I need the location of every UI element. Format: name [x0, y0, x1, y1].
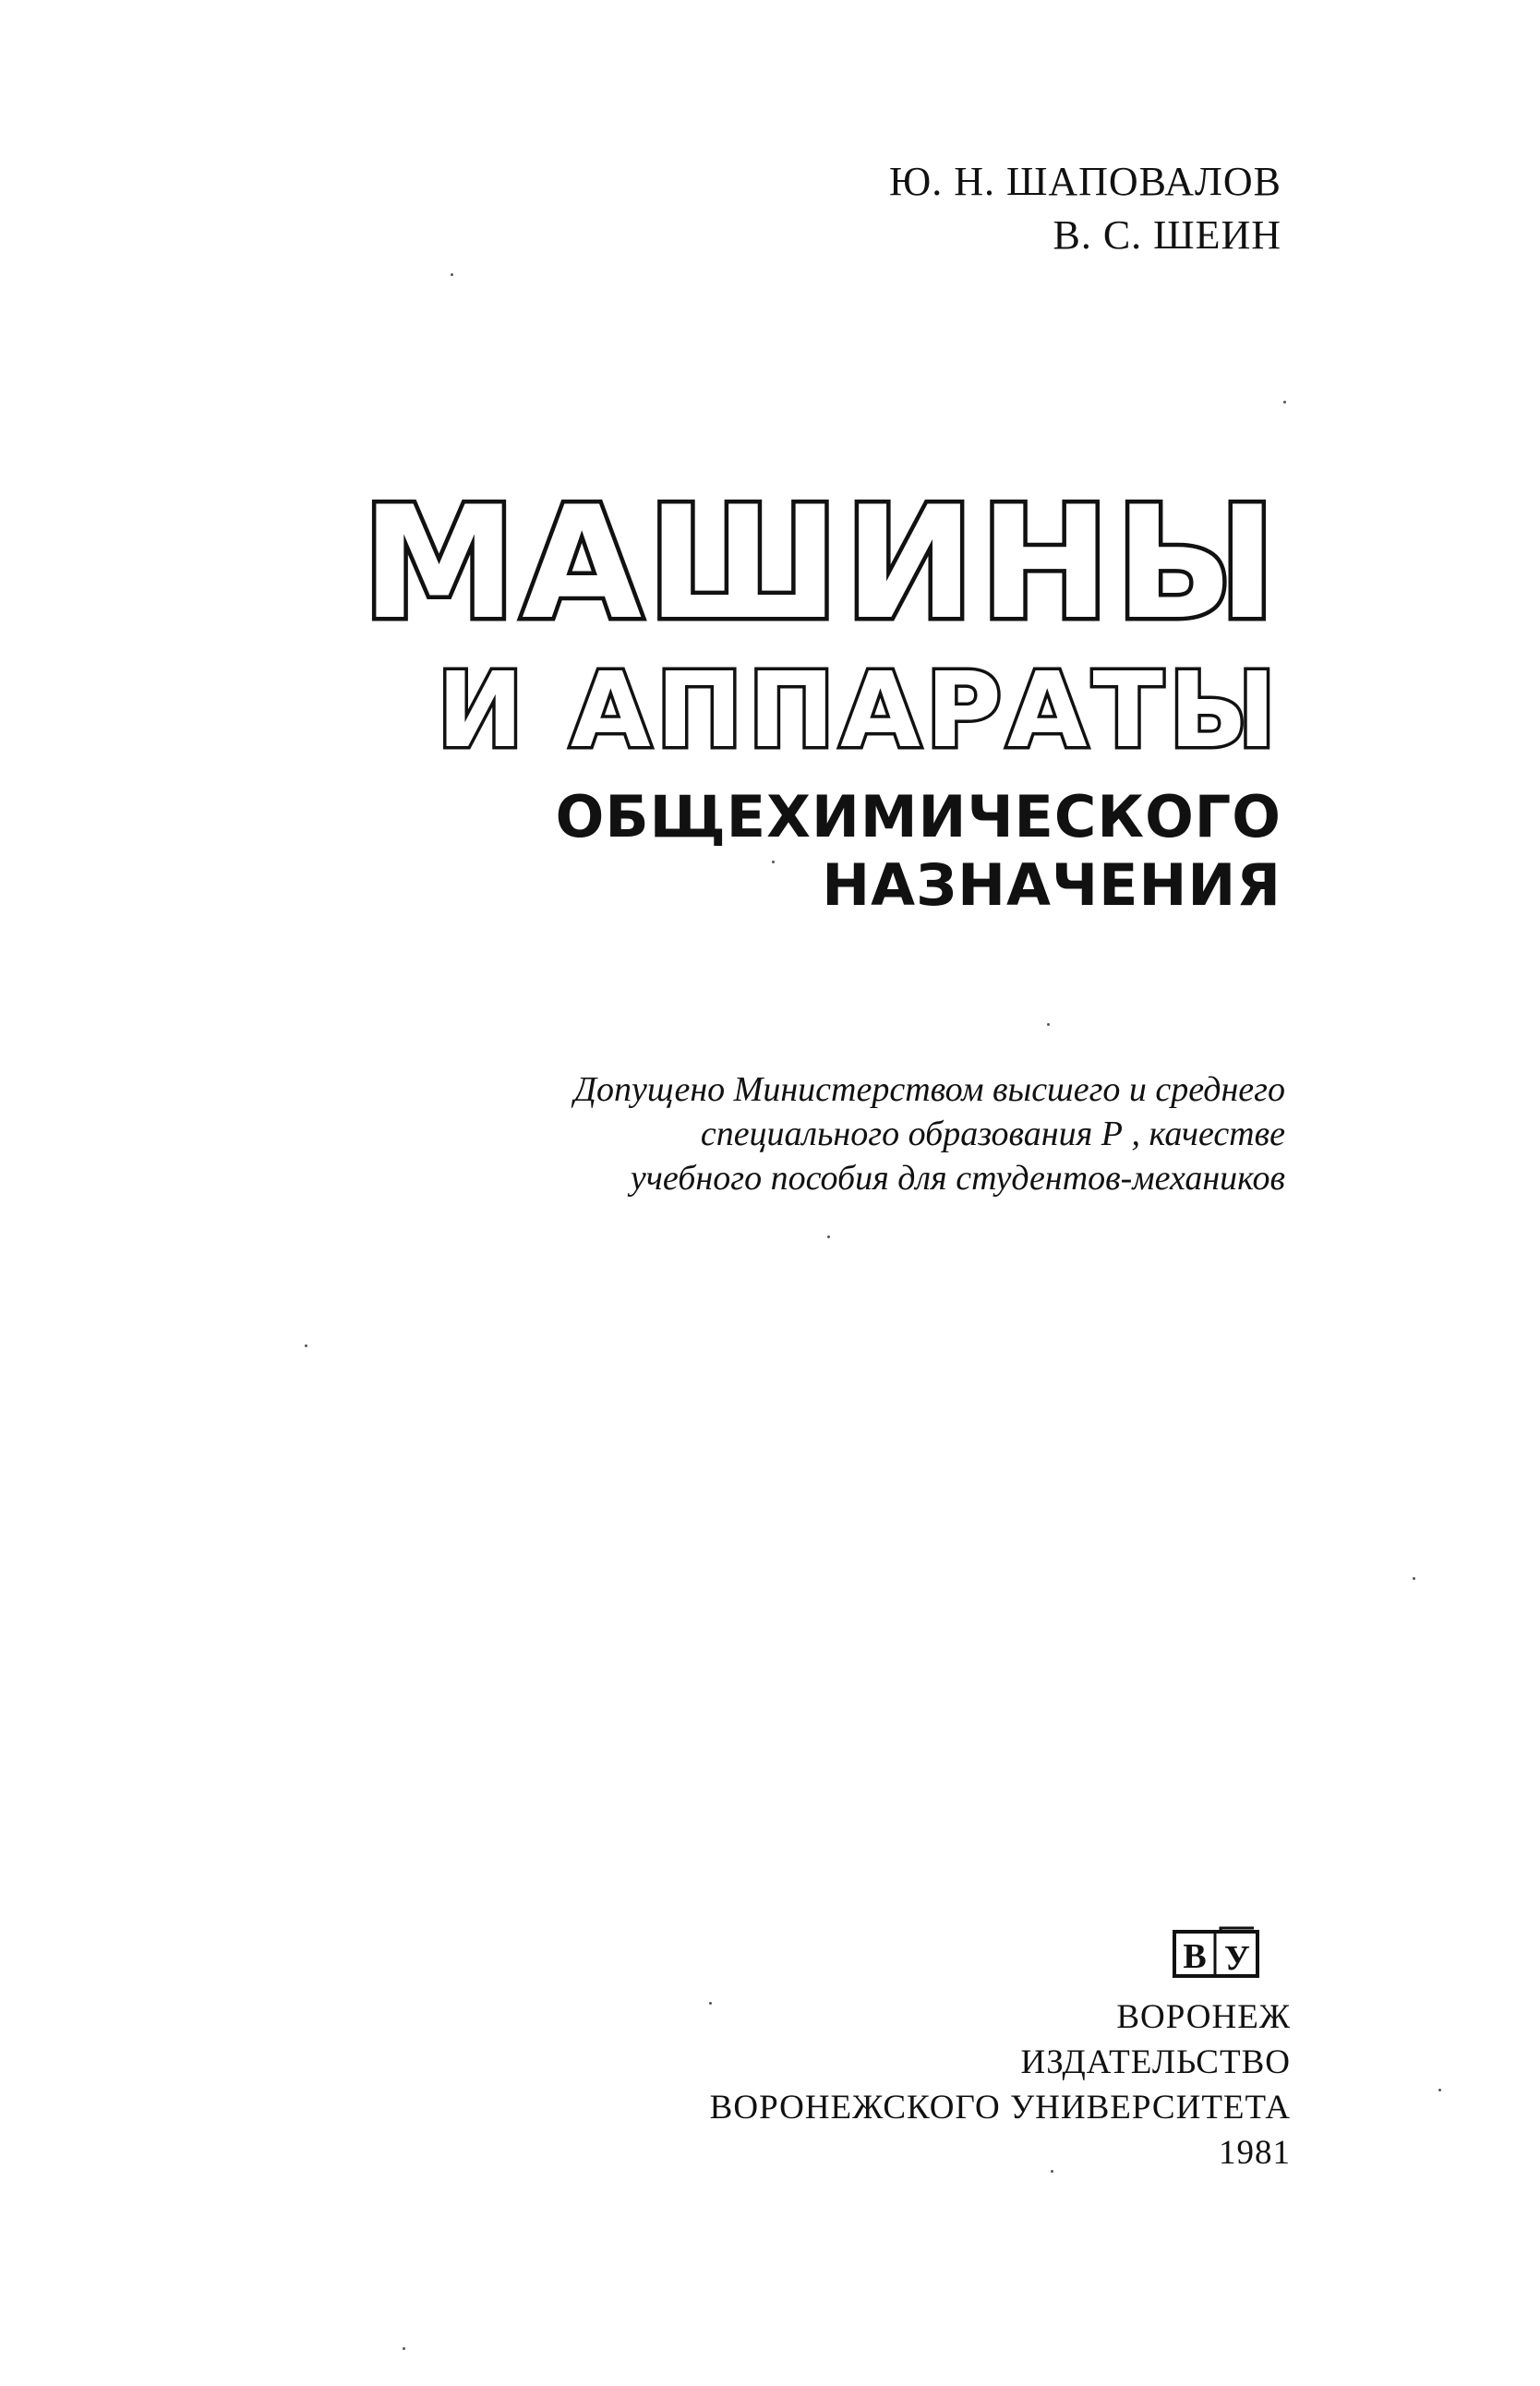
- speck: [709, 2002, 712, 2005]
- logo-text: В: [1183, 1937, 1207, 1976]
- approval-line-2: специального образования Р , качестве: [700, 1115, 1285, 1153]
- publisher-house: ИЗДАТЕЛЬСТВО: [1020, 2043, 1291, 2081]
- approval-note: [574, 1067, 1285, 1200]
- approval-line-3: учебного пособия для студентов-механиков: [630, 1159, 1285, 1198]
- approval-line-1: Допущено Министерством высшего и среднего: [573, 1070, 1285, 1109]
- speck: [1438, 2089, 1441, 2091]
- author-1: Ю. Н. ШАПОВАЛОВ: [888, 159, 1281, 204]
- speck: [403, 2347, 405, 2350]
- title-line-4: НАЗНАЧЕНИЯ: [822, 851, 1281, 919]
- title-line-2: И АППАРАТЫ: [437, 651, 1281, 771]
- speck: [772, 861, 775, 863]
- publisher-university: ВОРОНЕЖСКОГО УНИВЕРСИТЕТА: [709, 2089, 1291, 2127]
- book-title: [361, 473, 1281, 920]
- speck: [1413, 1577, 1415, 1580]
- publisher-logo-icon: [1173, 1926, 1259, 1980]
- title-line-1: МАШИНЫ: [361, 473, 1281, 654]
- speck: [1283, 401, 1286, 404]
- publisher-block: [710, 1994, 1291, 2175]
- author-2: В. С. ШЕИН: [1053, 212, 1281, 258]
- svg-text:У: У: [1224, 1939, 1250, 1978]
- speck: [1051, 2170, 1053, 2173]
- speck: [827, 1235, 830, 1238]
- speck: [451, 273, 453, 276]
- speck: [1047, 1023, 1050, 1026]
- authors: [889, 155, 1281, 262]
- title-line-3: ОБЩЕХИМИЧЕСКОГО: [555, 783, 1281, 850]
- publisher-city: ВОРОНЕЖ: [1116, 1998, 1291, 2036]
- speck: [305, 1344, 307, 1347]
- publication-year: 1981: [1219, 2134, 1291, 2172]
